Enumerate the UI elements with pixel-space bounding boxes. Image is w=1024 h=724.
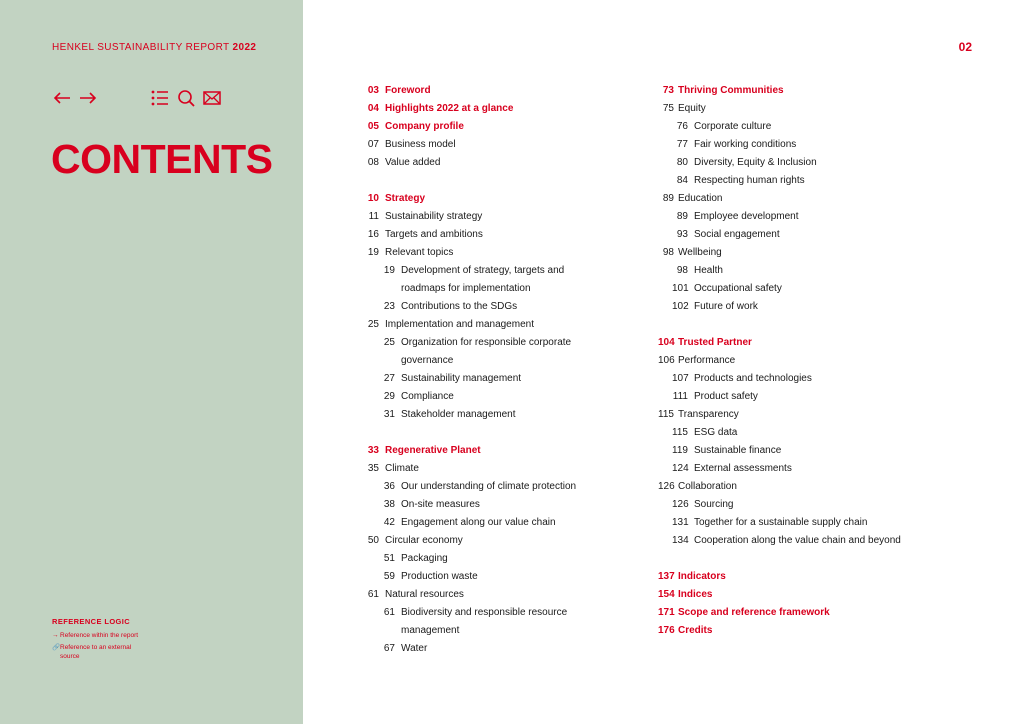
toc-item[interactable] — [658, 442, 958, 460]
toc-label: Production waste — [401, 571, 478, 582]
toc-page-number: 98 — [676, 265, 688, 276]
toc-item[interactable] — [658, 424, 958, 442]
toc-label: Credits — [678, 625, 713, 636]
toc-page-number: 102 — [672, 301, 689, 312]
toc-item[interactable] — [658, 118, 958, 136]
toc-page-number: 38 — [383, 499, 395, 510]
toc-item-continuation[interactable] — [367, 280, 637, 298]
toc-page-number: 119 — [672, 445, 688, 456]
toc-label: Performance — [678, 355, 736, 366]
toc-label: On-site measures — [401, 499, 480, 510]
toc-label: Our understanding of climate protection — [401, 481, 577, 492]
toc-page-number: 05 — [367, 121, 379, 132]
toc-item[interactable] — [658, 388, 958, 406]
toc-label: Sustainable finance — [694, 445, 782, 456]
toc-page-number: 07 — [367, 139, 379, 150]
toc-label: External assessments — [694, 463, 792, 474]
toc-item[interactable] — [658, 370, 958, 388]
toc-item[interactable] — [658, 262, 958, 280]
toc-item[interactable] — [367, 514, 637, 532]
reference-external — [52, 643, 142, 661]
toc-page-number: 126 — [672, 499, 689, 510]
toc-label: Trusted Partner — [678, 337, 752, 348]
toc-page-number: 59 — [383, 571, 395, 582]
toc-section[interactable] — [658, 334, 958, 352]
toc-item[interactable] — [658, 496, 958, 514]
toc-label: Company profile — [385, 121, 464, 132]
toc-section[interactable] — [658, 604, 958, 622]
toc-label: Compliance — [401, 391, 454, 402]
toc-label: Stakeholder management — [401, 409, 516, 420]
toc-page-number: 115 — [658, 409, 674, 420]
toc-page-number: 171 — [658, 607, 675, 618]
toc-item[interactable] — [367, 406, 637, 424]
toc-page-number: 27 — [383, 373, 395, 384]
toc-item[interactable] — [367, 226, 637, 244]
toc-page-number: 29 — [383, 391, 395, 402]
toc-label: Indices — [678, 589, 713, 600]
toc-label: Diversity, Equity & Inclusion — [694, 157, 817, 168]
toc-page-number: 176 — [658, 625, 675, 636]
toc-page-number: 16 — [367, 229, 379, 240]
toc-label: Regenerative Planet — [385, 445, 481, 456]
toc-label: Value added — [385, 157, 441, 168]
toc-label: Development of strategy, targets and — [401, 265, 565, 276]
toc-label: Together for a sustainable supply chain — [694, 517, 868, 528]
toc-label: management — [401, 625, 460, 636]
toc-label: Strategy — [385, 193, 426, 204]
toc-item[interactable] — [658, 100, 958, 118]
reference-logic — [52, 617, 142, 664]
toc-label: Corporate culture — [694, 121, 772, 132]
toc-label: governance — [401, 355, 454, 366]
toc-item[interactable] — [367, 550, 637, 568]
toc-item-continuation[interactable] — [367, 622, 637, 640]
toc-label: Occupational safety — [694, 283, 782, 294]
toc-page-number: 75 — [662, 103, 674, 114]
toc-label: Cooperation along the value chain and beyond — [694, 535, 901, 546]
toc-page-number: 93 — [676, 229, 688, 240]
toc-item[interactable] — [658, 406, 958, 424]
toc-label: Equity — [678, 103, 706, 114]
toc-page-number: 35 — [367, 463, 379, 474]
link-icon: 🔗 — [52, 644, 61, 651]
toc-label: Sustainability strategy — [385, 211, 483, 222]
toc-section[interactable] — [367, 82, 637, 100]
toc-page-number: 33 — [367, 445, 379, 456]
report-title — [52, 42, 256, 53]
toc-page-number: 115 — [672, 427, 688, 438]
toc-item[interactable] — [658, 190, 958, 208]
toc-item[interactable] — [658, 154, 958, 172]
toc-page-number: 106 — [658, 355, 675, 366]
toc-item[interactable] — [658, 136, 958, 154]
toc-item[interactable] — [367, 334, 637, 352]
reference-external-text: Reference to an external source — [60, 644, 132, 660]
toc-item[interactable] — [367, 154, 637, 172]
toc-item[interactable] — [658, 478, 958, 496]
toc-item[interactable] — [367, 496, 637, 514]
toc-item[interactable] — [367, 316, 637, 334]
reference-internal-text: Reference within the report — [60, 632, 139, 639]
search-icon[interactable] — [176, 88, 196, 108]
toc-label: Scope and reference framework — [678, 607, 830, 618]
toc-label: Collaboration — [678, 481, 737, 492]
toc-item[interactable] — [658, 514, 958, 532]
toc-page-number: 76 — [676, 121, 688, 132]
toc-label: Sustainability management — [401, 373, 522, 384]
toc-item[interactable] — [367, 460, 637, 478]
toc-label: Social engagement — [694, 229, 780, 240]
report-title-year: 2022 — [232, 42, 257, 53]
toc-section[interactable] — [367, 190, 637, 208]
toc-label: Engagement along our value chain — [401, 517, 556, 528]
toc-page-number: 51 — [383, 553, 395, 564]
toc-label: Water — [401, 643, 428, 654]
toc-item[interactable] — [658, 280, 958, 298]
toc-label: Natural resources — [385, 589, 464, 600]
toc-page-number: 04 — [367, 103, 379, 114]
toc-label: Climate — [385, 463, 419, 474]
toc-page-number: 111 — [672, 391, 688, 402]
toc-page-number: 19 — [367, 247, 379, 258]
toc-label: Thriving Communities — [678, 85, 784, 96]
arrow-right-small-icon: → — [52, 632, 59, 639]
toc-section[interactable] — [658, 622, 958, 640]
toc-label: Education — [678, 193, 723, 204]
toc-item[interactable] — [367, 370, 637, 388]
toc-left-column — [367, 82, 637, 658]
toc-section[interactable] — [658, 82, 958, 100]
toc-item[interactable] — [658, 352, 958, 370]
toc-section[interactable] — [367, 100, 637, 118]
toc-page-number: 107 — [672, 373, 689, 384]
toc-label: Future of work — [694, 301, 758, 312]
toc-item[interactable] — [367, 244, 637, 262]
toc-page-number: 23 — [383, 301, 395, 312]
toc-label: ESG data — [694, 427, 738, 438]
toc-item[interactable] — [367, 568, 637, 586]
toc-page-number: 77 — [676, 139, 688, 150]
toc-page-number: 31 — [383, 409, 395, 420]
toc-item[interactable] — [367, 298, 637, 316]
toc-page-number: 137 — [658, 571, 675, 582]
toc-item[interactable] — [367, 532, 637, 550]
toc-item[interactable] — [367, 640, 637, 658]
toc-label: Fair working conditions — [694, 139, 797, 150]
toc-label: Targets and ambitions — [385, 229, 483, 240]
toc-label: Indicators — [678, 571, 726, 582]
toc-item[interactable] — [658, 172, 958, 190]
toc-page-number: 10 — [367, 193, 379, 204]
toc-item[interactable] — [658, 208, 958, 226]
mail-icon[interactable] — [202, 88, 222, 108]
toc-page-number: 98 — [662, 247, 674, 258]
toc-item[interactable] — [367, 136, 637, 154]
toc-item[interactable] — [658, 460, 958, 478]
toc-page-number: 03 — [367, 85, 379, 96]
toc-page-number: 134 — [672, 535, 689, 546]
toc-page-number: 126 — [658, 481, 675, 492]
toc-page-number: 84 — [676, 175, 688, 186]
toc-item[interactable] — [658, 226, 958, 244]
toc-page-number: 131 — [672, 517, 689, 528]
list-icon[interactable] — [150, 88, 170, 108]
toc-label: Respecting human rights — [694, 175, 805, 186]
toc-item-continuation[interactable] — [367, 352, 637, 370]
toc-label: Wellbeing — [678, 247, 722, 258]
toc-page-number: 104 — [658, 337, 675, 348]
toc-item[interactable] — [367, 388, 637, 406]
sidebar — [0, 0, 303, 724]
toc-label: Highlights 2022 at a glance — [385, 103, 514, 114]
toc-page-number: 61 — [367, 589, 379, 600]
toc-label: Organization for responsible corporate — [401, 337, 572, 348]
toc-label: Contributions to the SDGs — [401, 301, 518, 312]
toc-item[interactable] — [367, 586, 637, 604]
toc-label: Implementation and management — [385, 319, 534, 330]
toc-label: Packaging — [401, 553, 448, 564]
toc-page-number: 124 — [672, 463, 689, 474]
page-number: 02 — [958, 40, 972, 54]
toc-right-column — [658, 82, 958, 640]
toc-label: Health — [694, 265, 723, 276]
toc-page-number: 61 — [383, 607, 395, 618]
toc-page-number: 50 — [367, 535, 379, 546]
arrow-right-icon[interactable] — [78, 88, 98, 108]
toc-page-number: 154 — [658, 589, 675, 600]
reference-internal — [52, 631, 142, 640]
toc-label: Relevant topics — [385, 247, 454, 258]
page-title: CONTENTS — [51, 136, 273, 182]
toc-item[interactable] — [658, 532, 958, 550]
toc-page-number: 36 — [383, 481, 395, 492]
toc-page-number: 89 — [662, 193, 674, 204]
toc-section[interactable] — [367, 118, 637, 136]
toc-label: Products and technologies — [694, 373, 812, 384]
toc-section[interactable] — [367, 442, 637, 460]
toc-label: Product safety — [694, 391, 758, 402]
arrow-left-icon[interactable] — [52, 88, 72, 108]
toc-page-number: 73 — [662, 85, 674, 96]
toc-item[interactable] — [367, 604, 637, 622]
toc-item[interactable] — [658, 298, 958, 316]
toc-item[interactable] — [367, 478, 637, 496]
toc-page-number: 42 — [383, 517, 395, 528]
toc-page-number: 89 — [676, 211, 688, 222]
toc-label: Biodiversity and responsible resource — [401, 607, 568, 618]
toc-label: Business model — [385, 139, 456, 150]
toc-page-number: 19 — [383, 265, 395, 276]
toc-page-number: 11 — [368, 211, 379, 222]
toc-label: Foreword — [385, 85, 431, 96]
toc-page-number: 08 — [367, 157, 379, 168]
toc-page-number: 101 — [672, 283, 689, 294]
toc-label: roadmaps for implementation — [401, 283, 531, 294]
toc-label: Circular economy — [385, 535, 463, 546]
toc-page-number: 67 — [383, 643, 395, 654]
toc-page-number: 80 — [676, 157, 688, 168]
toc-section[interactable] — [658, 568, 958, 586]
report-title-text: HENKEL SUSTAINABILITY REPORT — [52, 42, 233, 53]
toc-item[interactable] — [367, 208, 637, 226]
toc-item[interactable] — [658, 244, 958, 262]
toc-label: Sourcing — [694, 499, 734, 510]
toc-page-number: 25 — [383, 337, 395, 348]
toc-item[interactable] — [367, 262, 637, 280]
toc-page-number: 25 — [367, 319, 379, 330]
toc-label: Transparency — [678, 409, 739, 420]
toc-section[interactable] — [658, 586, 958, 604]
toc-label: Employee development — [694, 211, 799, 222]
reference-logic-title: REFERENCE LOGIC — [52, 617, 131, 626]
